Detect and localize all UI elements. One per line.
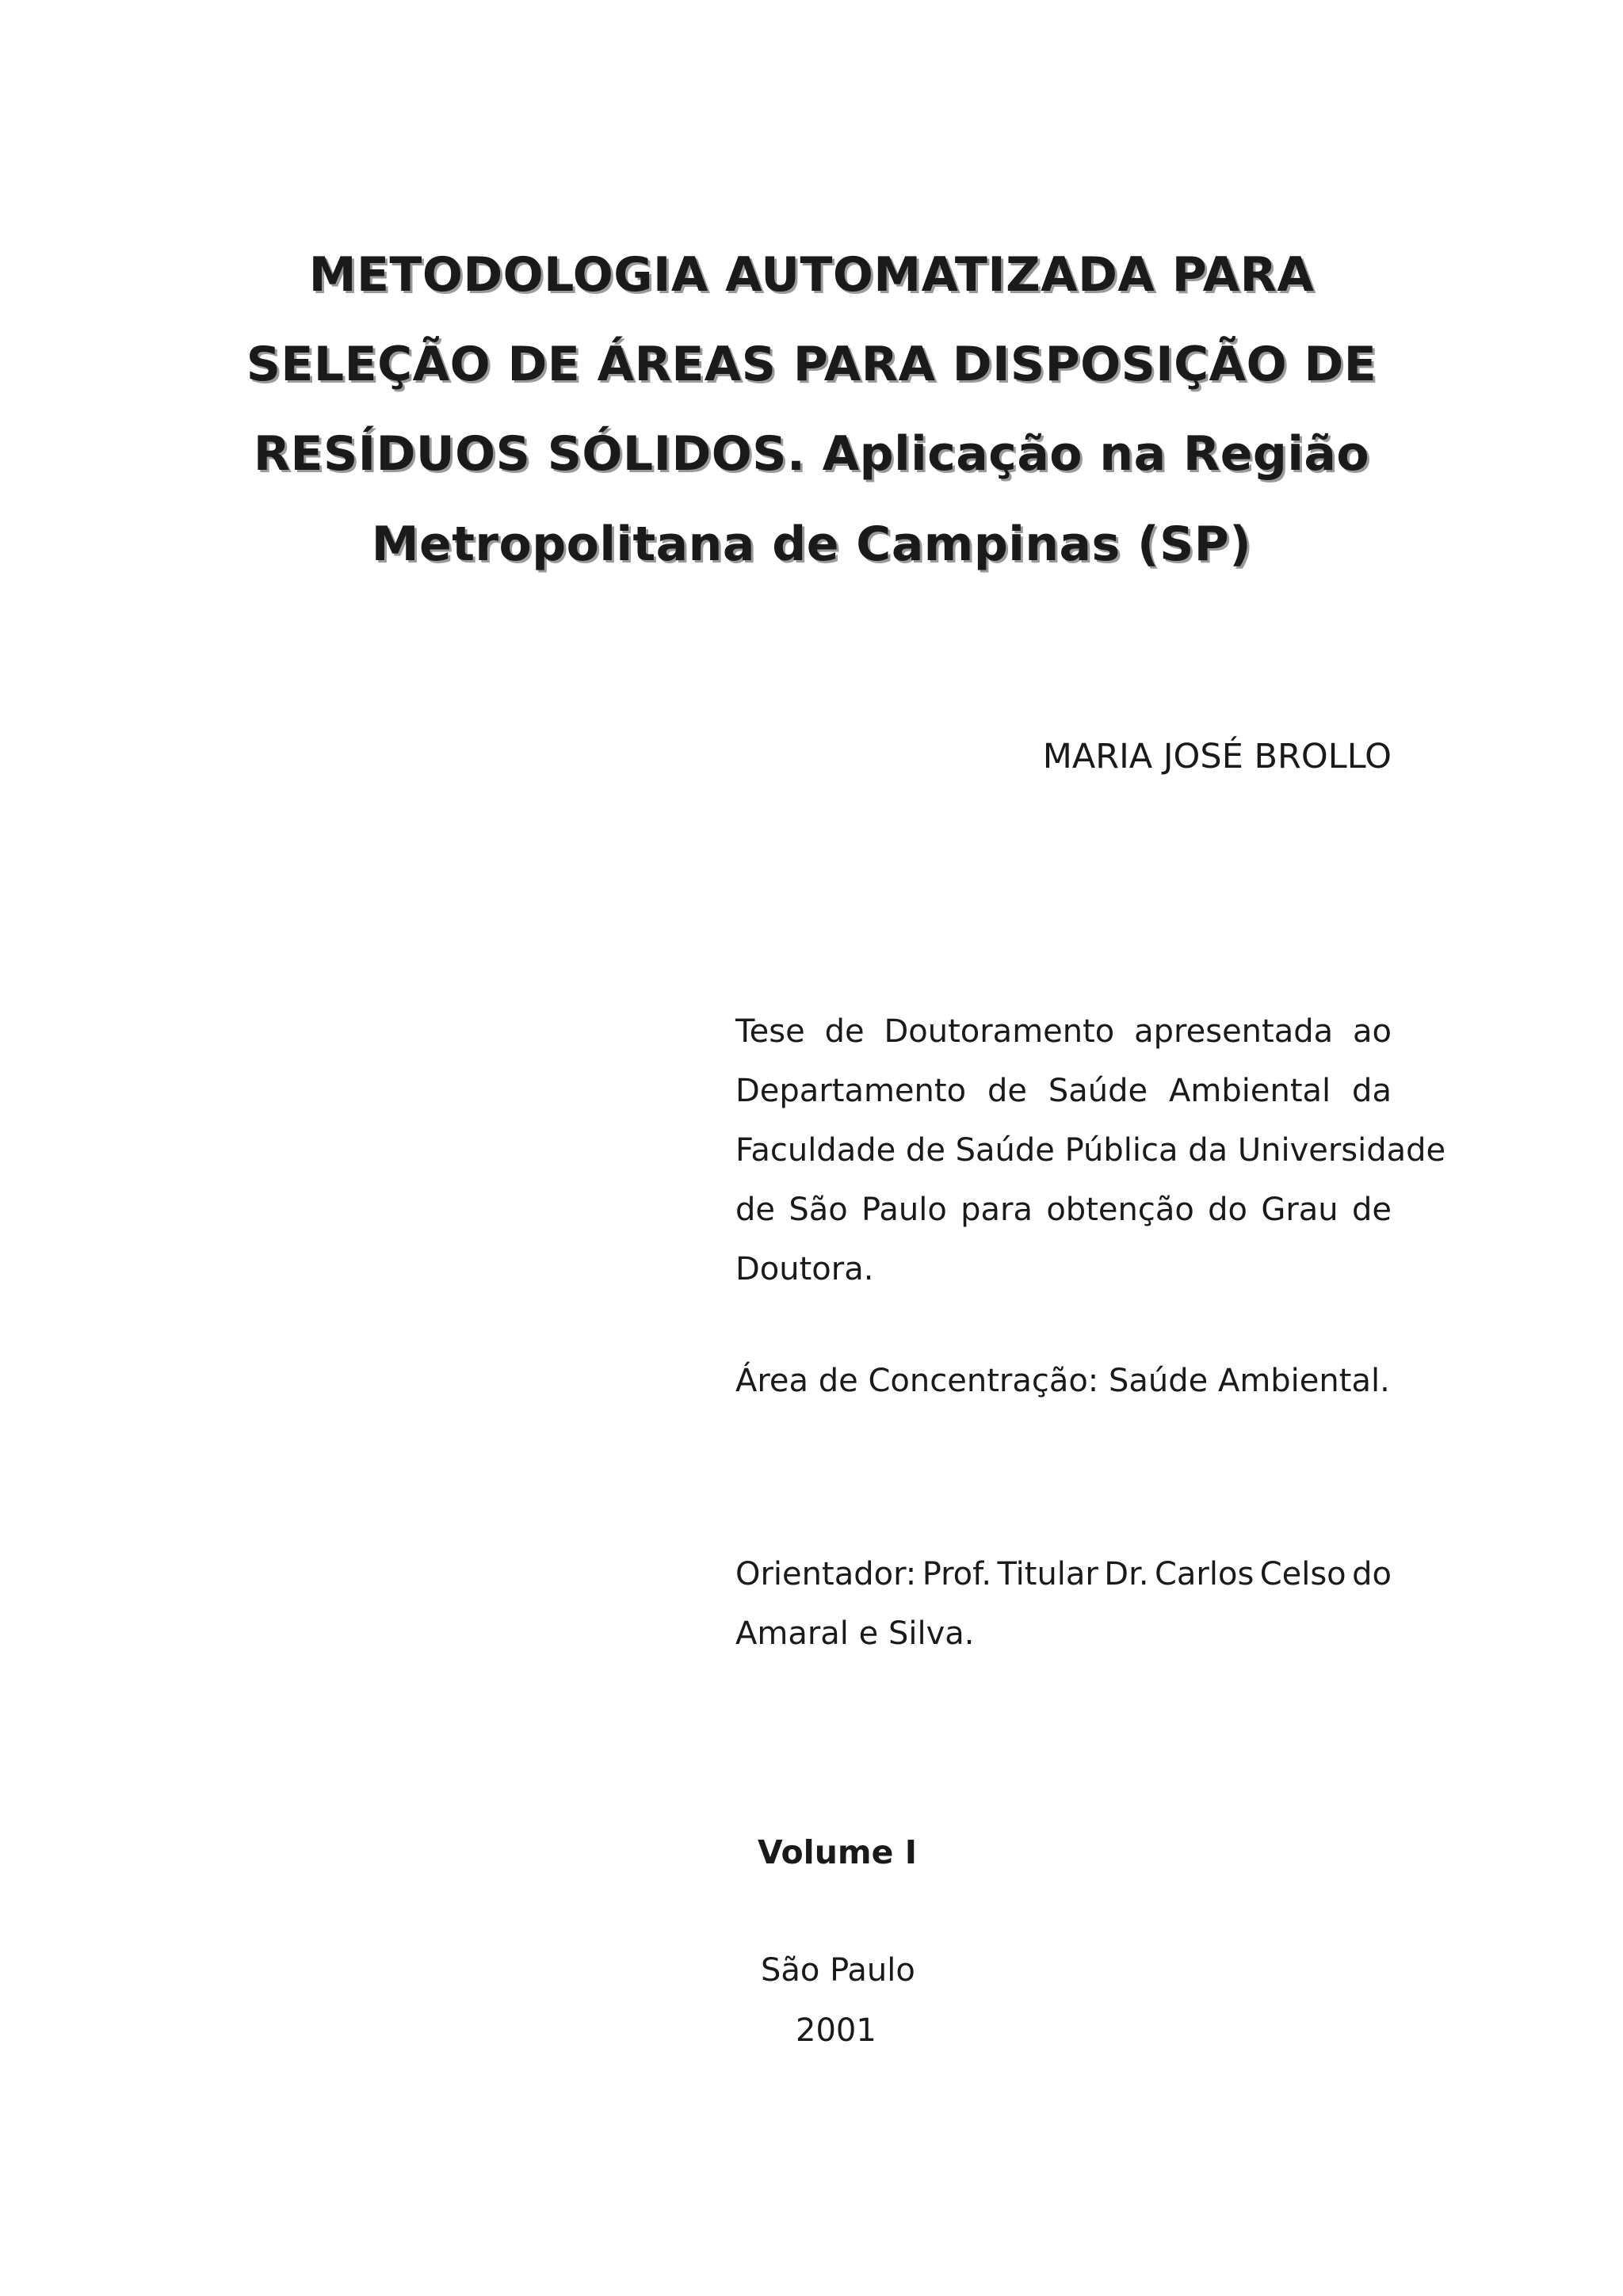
description-word: Doutoramento	[884, 1013, 1115, 1050]
description-line-2	[735, 1062, 1392, 1121]
description-word: de	[987, 1073, 1027, 1109]
advisor-word: Amaral e Silva.	[735, 1615, 975, 1652]
description-word: Tese	[735, 1013, 805, 1050]
advisor-line-2	[735, 1604, 1392, 1664]
description-word: Ambiental	[1169, 1073, 1331, 1109]
description-word: Paulo	[861, 1192, 947, 1228]
advisor-word: Prof.	[922, 1556, 992, 1592]
description-word: Grau	[1261, 1192, 1338, 1228]
description-word: apresentada	[1134, 1013, 1334, 1050]
description-word: de	[824, 1013, 865, 1050]
description-word: Doutora.	[735, 1251, 874, 1287]
title-line-4: Metropolitana de Campinas (SP)	[371, 517, 1252, 572]
description-word: da	[1352, 1073, 1392, 1109]
publication-year: 2001	[796, 2012, 876, 2049]
description-word: Saúde	[1048, 1073, 1148, 1109]
description-word: do	[1208, 1192, 1248, 1228]
advisor-word: Titular	[997, 1556, 1098, 1592]
description-line-3	[735, 1121, 1446, 1180]
advisor-word: Orientador:	[735, 1556, 917, 1592]
description-word: de	[735, 1192, 775, 1228]
description-word: Departamento	[735, 1073, 967, 1109]
advisor-word: Celso	[1259, 1556, 1346, 1592]
author-name: MARIA JOSÉ BROLLO	[1042, 737, 1392, 776]
title-line-3: RESÍDUOS SÓLIDOS. Aplicação na Região	[253, 426, 1370, 482]
advisor-block	[735, 1545, 1392, 1664]
description-line-4	[735, 1180, 1392, 1240]
description-line-5	[735, 1240, 1392, 1299]
description-word: obtenção	[1046, 1192, 1194, 1228]
volume-label: Volume I	[758, 1833, 917, 1871]
concentration-area: Área de Concentração: Saúde Ambiental.	[735, 1363, 1390, 1399]
title-line-1: METODOLOGIA AUTOMATIZADA PARA	[308, 247, 1315, 303]
description-word: de	[1351, 1192, 1392, 1228]
description-word: para	[960, 1192, 1033, 1228]
thesis-description	[735, 1002, 1446, 1299]
advisor-word: Carlos	[1154, 1556, 1254, 1592]
advisor-line-1	[735, 1545, 1392, 1604]
description-line-1	[735, 1002, 1392, 1062]
description-word: Faculdade de Saúde Pública da Universidade	[735, 1132, 1446, 1169]
title-line-2: SELEÇÃO DE ÁREAS PARA DISPOSIÇÃO DE	[246, 337, 1377, 392]
publication-place: São Paulo	[761, 1952, 915, 1989]
description-word: ao	[1353, 1013, 1392, 1050]
description-word: São	[789, 1192, 848, 1228]
advisor-word: do	[1352, 1556, 1392, 1592]
advisor-word: Dr.	[1104, 1556, 1149, 1592]
